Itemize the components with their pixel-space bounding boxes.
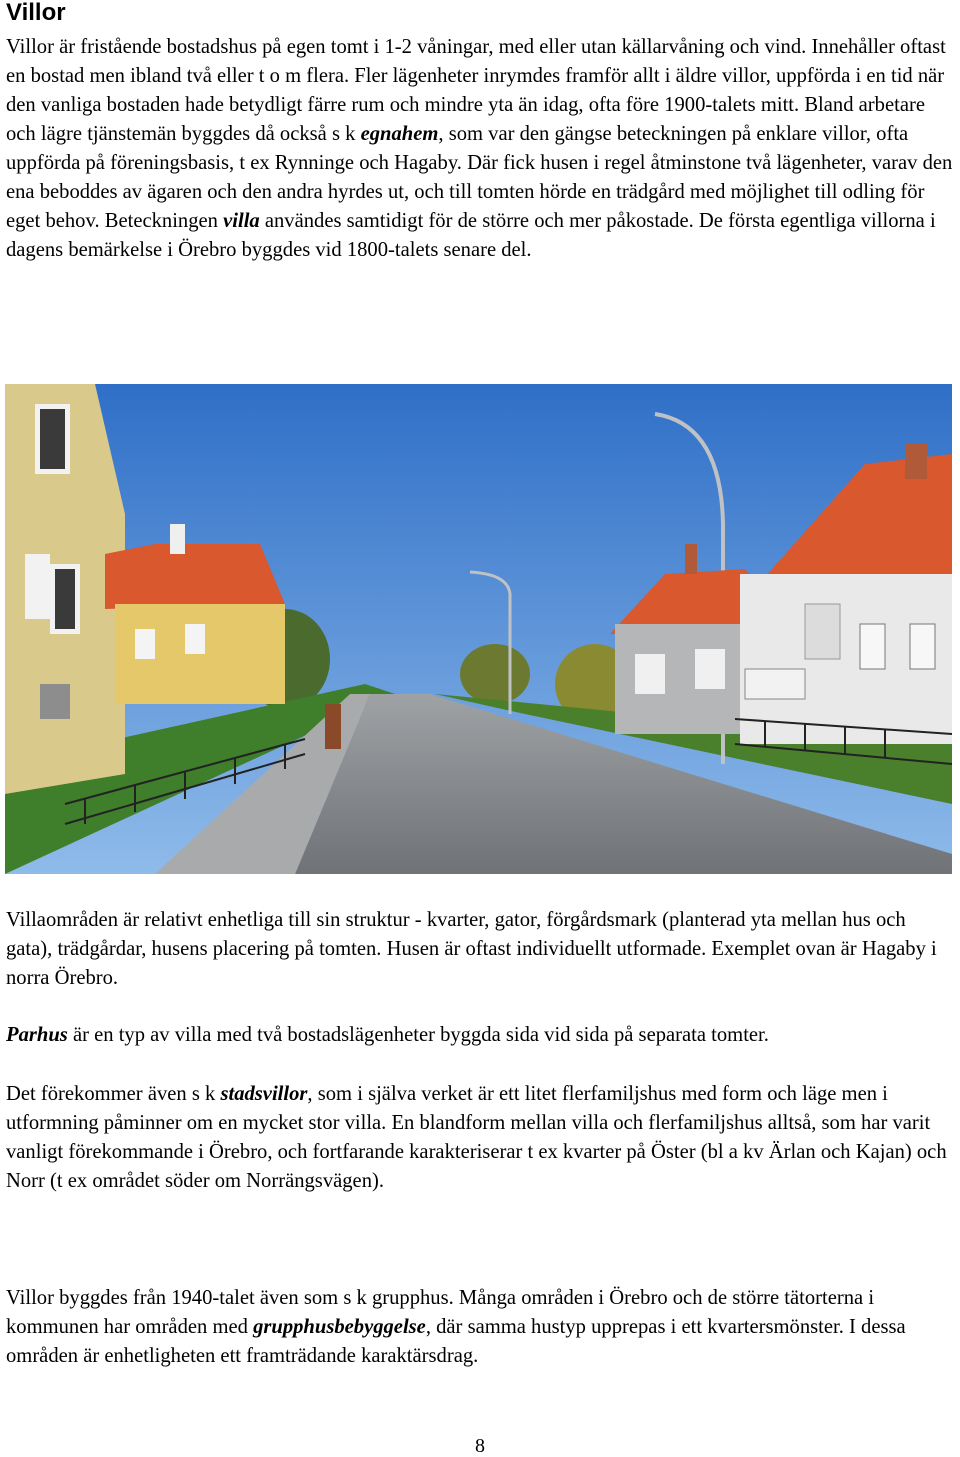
term-egnahem: egnahem — [360, 123, 439, 145]
rubbish-bin — [325, 704, 341, 749]
villa-areas-paragraph: Villaområden är relativt enhetliga till sin struktur - kvarter, gator, förgårdsmark (planterad yta mellan hus och gata), trädgårdar, husens placering på tomten. Husen är oftast individuellt utformade. Exemplet ovan är Hagaby i norra Örebro. — [6, 909, 937, 989]
text-run: , som i själva verket är ett litet flerfamiljshus med form och läge men i utformning påminner om en mycket stor villa. En blandform mellan villa och flerfamiljshus alltså, som har varit vanligt förekommande i Örebro, och fortfarande karakteriserar t ex kvarter på Öster (bl a kv Ärlan och Kajan) och Norr (t ex området söder om Norrängsvägen). — [6, 1083, 947, 1192]
text-run: , som var den gängse beteckningen på enklare villor, ofta uppförda på föreningsbasis, t ex Rynninge och Hagaby. Där fick husen i regel åtminstone två lägenheter, varav den ena beboddes av ägaren och den andra hyrdes ut, och till tomten hörde en trädgård med möjlighet till odling för eget behov. Beteckningen — [6, 123, 953, 232]
page-heading: Villor — [6, 0, 66, 26]
text-run: Det förekommer även s k — [6, 1083, 221, 1105]
grupphus-paragraph — [6, 1284, 956, 1371]
villa-street-photo — [5, 384, 952, 874]
text-run: är en typ av villa med två bostadslägenheter byggda sida vid sida på separata tomter. — [67, 1024, 769, 1046]
intro-paragraph — [6, 33, 956, 265]
term-grupphusbebyggelse: grupphusbebyggelse — [253, 1316, 426, 1338]
page-number: 8 — [475, 1435, 485, 1457]
parhus-paragraph — [6, 1021, 956, 1050]
term-stadsvillor: stadsvillor — [220, 1083, 308, 1105]
text-run: , där samma hustyp upprepas i ett kvartersmönster. I dessa områden är enhetligheten ett framträdande karaktärsdrag. — [6, 1316, 906, 1367]
text-run: användes samtidigt för de större och mer påkostade. De första egentliga villorna i dagens bemärkelse i Örebro byggdes vid 1800-talets senare del. — [6, 210, 936, 261]
text-run: Villor byggdes från 1940-talet även som s k grupphus. Många områden i Örebro och de större tätorterna i kommunen har områden med — [6, 1287, 875, 1338]
text-run: Villor är fristående bostadshus på egen tomt i 1-2 våningar, med eller utan källarvåning och vind. Innehåller oftast en bostad men ibland två eller t o m flera. Fler lägenheter inrymdes framför allt i äldre villor, uppförda i en tid när den vanliga bostaden hade betydligt färre rum och mindre yta än idag, ofta före 1900-talets mitt. Bland arbetare och lägre tjänstemän byggdes då också s k — [6, 36, 946, 145]
term-villa: villa — [223, 210, 260, 232]
red-roof-house — [105, 524, 285, 704]
term-parhus: Parhus — [6, 1024, 68, 1046]
stadsvillor-paragraph — [6, 1080, 956, 1196]
